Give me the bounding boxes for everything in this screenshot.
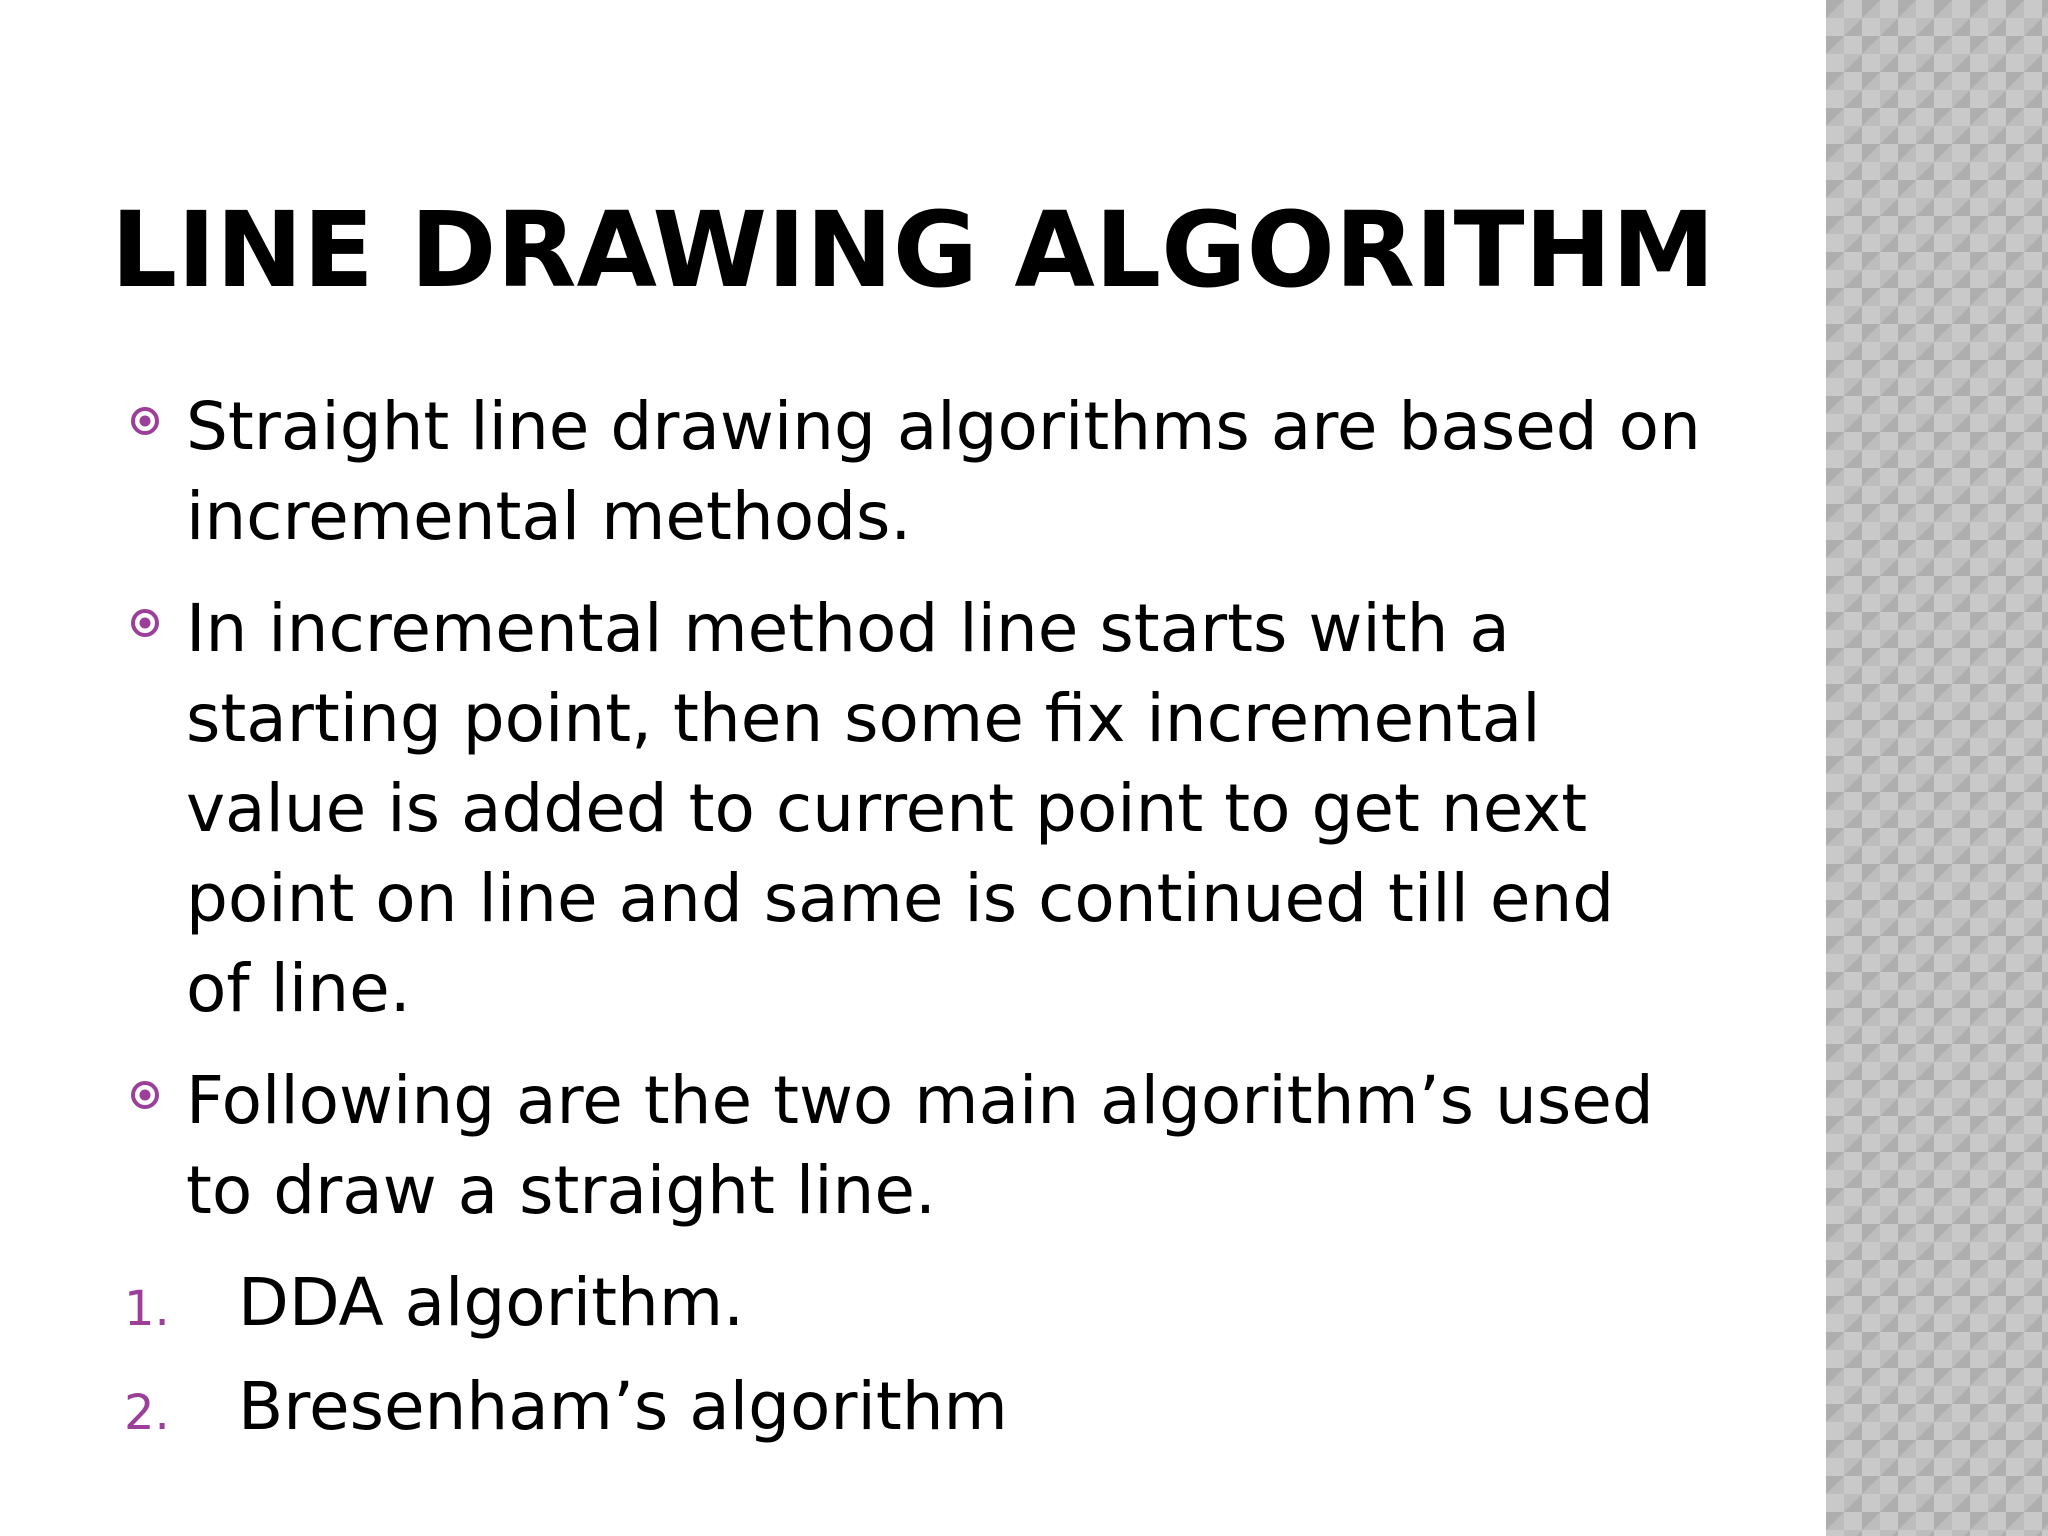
- bullet-line: Following are the two main algorithm’s used: [186, 1062, 1654, 1139]
- bullet-line: to draw a straight line.: [186, 1152, 936, 1229]
- item-number: 1.: [124, 1281, 170, 1337]
- item-text: Bresenham’s algorithm: [238, 1368, 1008, 1445]
- bullet-line: incremental methods.: [186, 478, 912, 555]
- bullet-line: value is added to current point to get next: [186, 770, 1588, 847]
- bullet-line: of line.: [186, 950, 411, 1027]
- slide-content: [124, 382, 1798, 1466]
- item-number: 2.: [124, 1385, 170, 1441]
- target-bullet-icon: [128, 404, 162, 438]
- bullet-line: Straight line drawing algorithms are based on: [186, 388, 1701, 465]
- bullet-item: [128, 1056, 1798, 1236]
- slide-title: LINE DRAWING ALGORITHM: [110, 189, 1716, 311]
- item-text: DDA algorithm.: [238, 1264, 745, 1341]
- decorative-side-panel: [1826, 0, 2048, 1536]
- bullet-line: starting point, then some fix incremental: [186, 680, 1541, 757]
- numbered-item-bresenham: [124, 1362, 1798, 1452]
- bullet-item: [128, 382, 1798, 562]
- target-bullet-icon: [128, 1078, 162, 1112]
- bullet-item: [128, 584, 1798, 1034]
- bullet-line: point on line and same is continued till end: [186, 860, 1615, 937]
- numbered-item-dda: [124, 1258, 1798, 1348]
- bullet-line: In incremental method line starts with a: [186, 590, 1510, 667]
- target-bullet-icon: [128, 606, 162, 640]
